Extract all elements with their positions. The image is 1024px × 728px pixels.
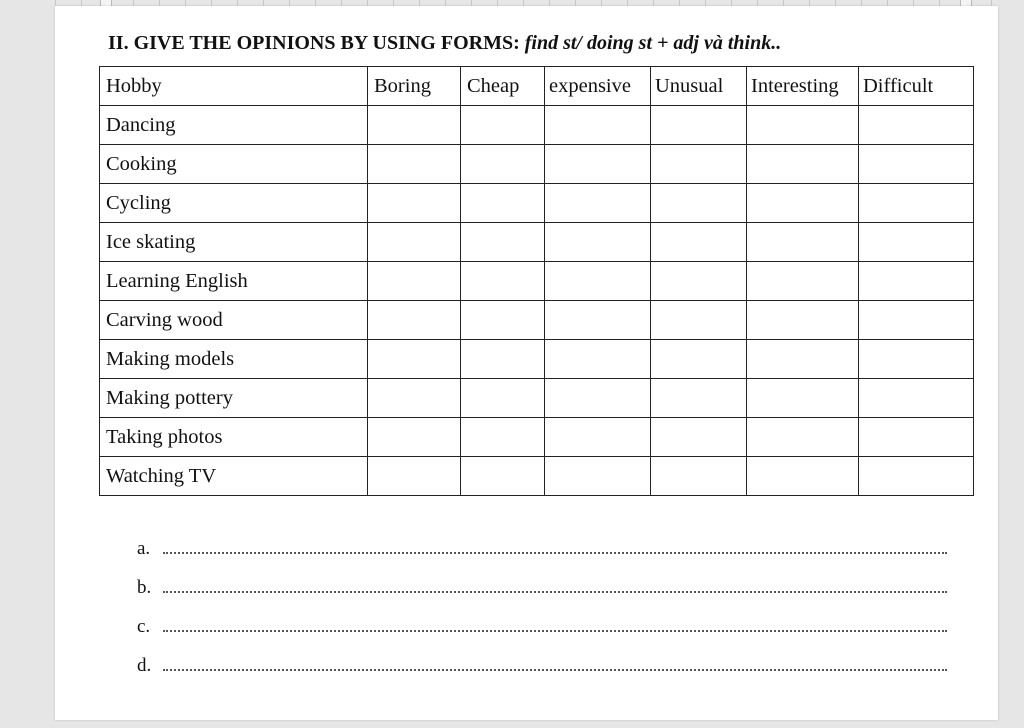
opinion-cell[interactable] bbox=[461, 457, 545, 496]
opinion-cell[interactable] bbox=[651, 379, 747, 418]
opinion-cell[interactable] bbox=[545, 106, 651, 145]
opinion-cell[interactable] bbox=[368, 184, 461, 223]
exercise-title: II. GIVE THE OPINIONS BY USING FORMS: bbox=[108, 32, 520, 54]
hobby-cell: Cycling bbox=[100, 184, 368, 223]
opinion-cell[interactable] bbox=[368, 418, 461, 457]
opinion-cell[interactable] bbox=[747, 145, 859, 184]
opinion-cell[interactable] bbox=[368, 340, 461, 379]
answer-blank[interactable] bbox=[163, 616, 947, 632]
hobby-cell: Making pottery bbox=[100, 379, 368, 418]
opinion-cell[interactable] bbox=[747, 457, 859, 496]
opinion-cell[interactable] bbox=[545, 262, 651, 301]
opinion-cell[interactable] bbox=[651, 301, 747, 340]
opinion-cell[interactable] bbox=[747, 184, 859, 223]
answer-blank[interactable] bbox=[163, 577, 947, 593]
opinion-cell[interactable] bbox=[651, 340, 747, 379]
column-header: Hobby bbox=[100, 67, 368, 106]
opinion-cell[interactable] bbox=[651, 457, 747, 496]
opinion-cell[interactable] bbox=[461, 340, 545, 379]
opinion-cell[interactable] bbox=[747, 106, 859, 145]
table-row bbox=[100, 223, 974, 262]
opinion-cell[interactable] bbox=[747, 301, 859, 340]
opinion-cell[interactable] bbox=[545, 379, 651, 418]
answer-letter: a. bbox=[137, 538, 151, 559]
opinion-cell[interactable] bbox=[368, 379, 461, 418]
opinion-cell[interactable] bbox=[859, 301, 974, 340]
hobby-cell: Carving wood bbox=[100, 301, 368, 340]
opinion-cell[interactable] bbox=[747, 223, 859, 262]
opinion-cell[interactable] bbox=[545, 457, 651, 496]
document-page bbox=[55, 6, 998, 720]
answer-letter: b. bbox=[137, 577, 152, 598]
table-row bbox=[100, 106, 974, 145]
answer-line[interactable] bbox=[137, 655, 947, 694]
opinion-cell[interactable] bbox=[651, 184, 747, 223]
column-header: Boring bbox=[368, 67, 461, 106]
opinion-cell[interactable] bbox=[651, 262, 747, 301]
opinion-cell[interactable] bbox=[859, 145, 974, 184]
opinion-cell[interactable] bbox=[859, 262, 974, 301]
opinion-cell[interactable] bbox=[747, 262, 859, 301]
opinion-cell[interactable] bbox=[368, 223, 461, 262]
hobby-opinion-table bbox=[99, 66, 974, 496]
opinion-cell[interactable] bbox=[859, 457, 974, 496]
opinion-cell[interactable] bbox=[545, 184, 651, 223]
hobby-cell: Dancing bbox=[100, 106, 368, 145]
opinion-cell[interactable] bbox=[545, 340, 651, 379]
opinion-cell[interactable] bbox=[461, 262, 545, 301]
column-header: Difficult bbox=[859, 67, 974, 106]
opinion-cell[interactable] bbox=[651, 106, 747, 145]
opinion-cell[interactable] bbox=[368, 106, 461, 145]
opinion-cell[interactable] bbox=[461, 223, 545, 262]
opinion-cell[interactable] bbox=[461, 184, 545, 223]
opinion-cell[interactable] bbox=[651, 223, 747, 262]
opinion-cell[interactable] bbox=[545, 418, 651, 457]
opinion-cell[interactable] bbox=[368, 145, 461, 184]
opinion-cell[interactable] bbox=[368, 262, 461, 301]
opinion-cell[interactable] bbox=[461, 418, 545, 457]
hobby-cell: Cooking bbox=[100, 145, 368, 184]
hobby-cell: Taking photos bbox=[100, 418, 368, 457]
opinion-cell[interactable] bbox=[545, 145, 651, 184]
opinion-cell[interactable] bbox=[747, 418, 859, 457]
opinion-cell[interactable] bbox=[747, 379, 859, 418]
opinion-cell[interactable] bbox=[461, 106, 545, 145]
opinion-cell[interactable] bbox=[651, 418, 747, 457]
hobby-cell: Learning English bbox=[100, 262, 368, 301]
opinion-cell[interactable] bbox=[859, 379, 974, 418]
answer-letter: c. bbox=[137, 616, 151, 637]
answer-letter: d. bbox=[137, 655, 152, 676]
opinion-cell[interactable] bbox=[368, 457, 461, 496]
answer-line[interactable] bbox=[137, 616, 947, 655]
hobby-cell: Watching TV bbox=[100, 457, 368, 496]
opinion-cell[interactable] bbox=[747, 340, 859, 379]
opinion-cell[interactable] bbox=[545, 223, 651, 262]
table-row bbox=[100, 301, 974, 340]
opinion-cell[interactable] bbox=[461, 379, 545, 418]
answer-blank[interactable] bbox=[163, 538, 947, 554]
table-row bbox=[100, 418, 974, 457]
table-row bbox=[100, 457, 974, 496]
column-header: Unusual bbox=[651, 67, 747, 106]
exercise-heading bbox=[108, 32, 781, 55]
table-row bbox=[100, 145, 974, 184]
column-header: Cheap bbox=[461, 67, 545, 106]
opinion-cell[interactable] bbox=[461, 145, 545, 184]
answer-lines bbox=[137, 538, 947, 694]
table-row bbox=[100, 262, 974, 301]
hobby-cell: Ice skating bbox=[100, 223, 368, 262]
opinion-cell[interactable] bbox=[461, 301, 545, 340]
column-header: expensive bbox=[545, 67, 651, 106]
opinion-cell[interactable] bbox=[651, 145, 747, 184]
opinion-cell[interactable] bbox=[859, 106, 974, 145]
answer-line[interactable] bbox=[137, 577, 947, 616]
table-row bbox=[100, 340, 974, 379]
opinion-cell[interactable] bbox=[859, 340, 974, 379]
opinion-cell[interactable] bbox=[859, 223, 974, 262]
table-row bbox=[100, 379, 974, 418]
exercise-instruction: find st/ doing st + adj và think.. bbox=[524, 32, 782, 54]
opinion-cell[interactable] bbox=[368, 301, 461, 340]
table-header-row bbox=[100, 67, 974, 106]
opinion-cell[interactable] bbox=[545, 301, 651, 340]
opinion-cell[interactable] bbox=[859, 418, 974, 457]
answer-blank[interactable] bbox=[163, 655, 947, 671]
answer-line[interactable] bbox=[137, 538, 947, 577]
column-header: Interesting bbox=[747, 67, 859, 106]
opinion-cell[interactable] bbox=[859, 184, 974, 223]
hobby-cell: Making models bbox=[100, 340, 368, 379]
table-row bbox=[100, 184, 974, 223]
